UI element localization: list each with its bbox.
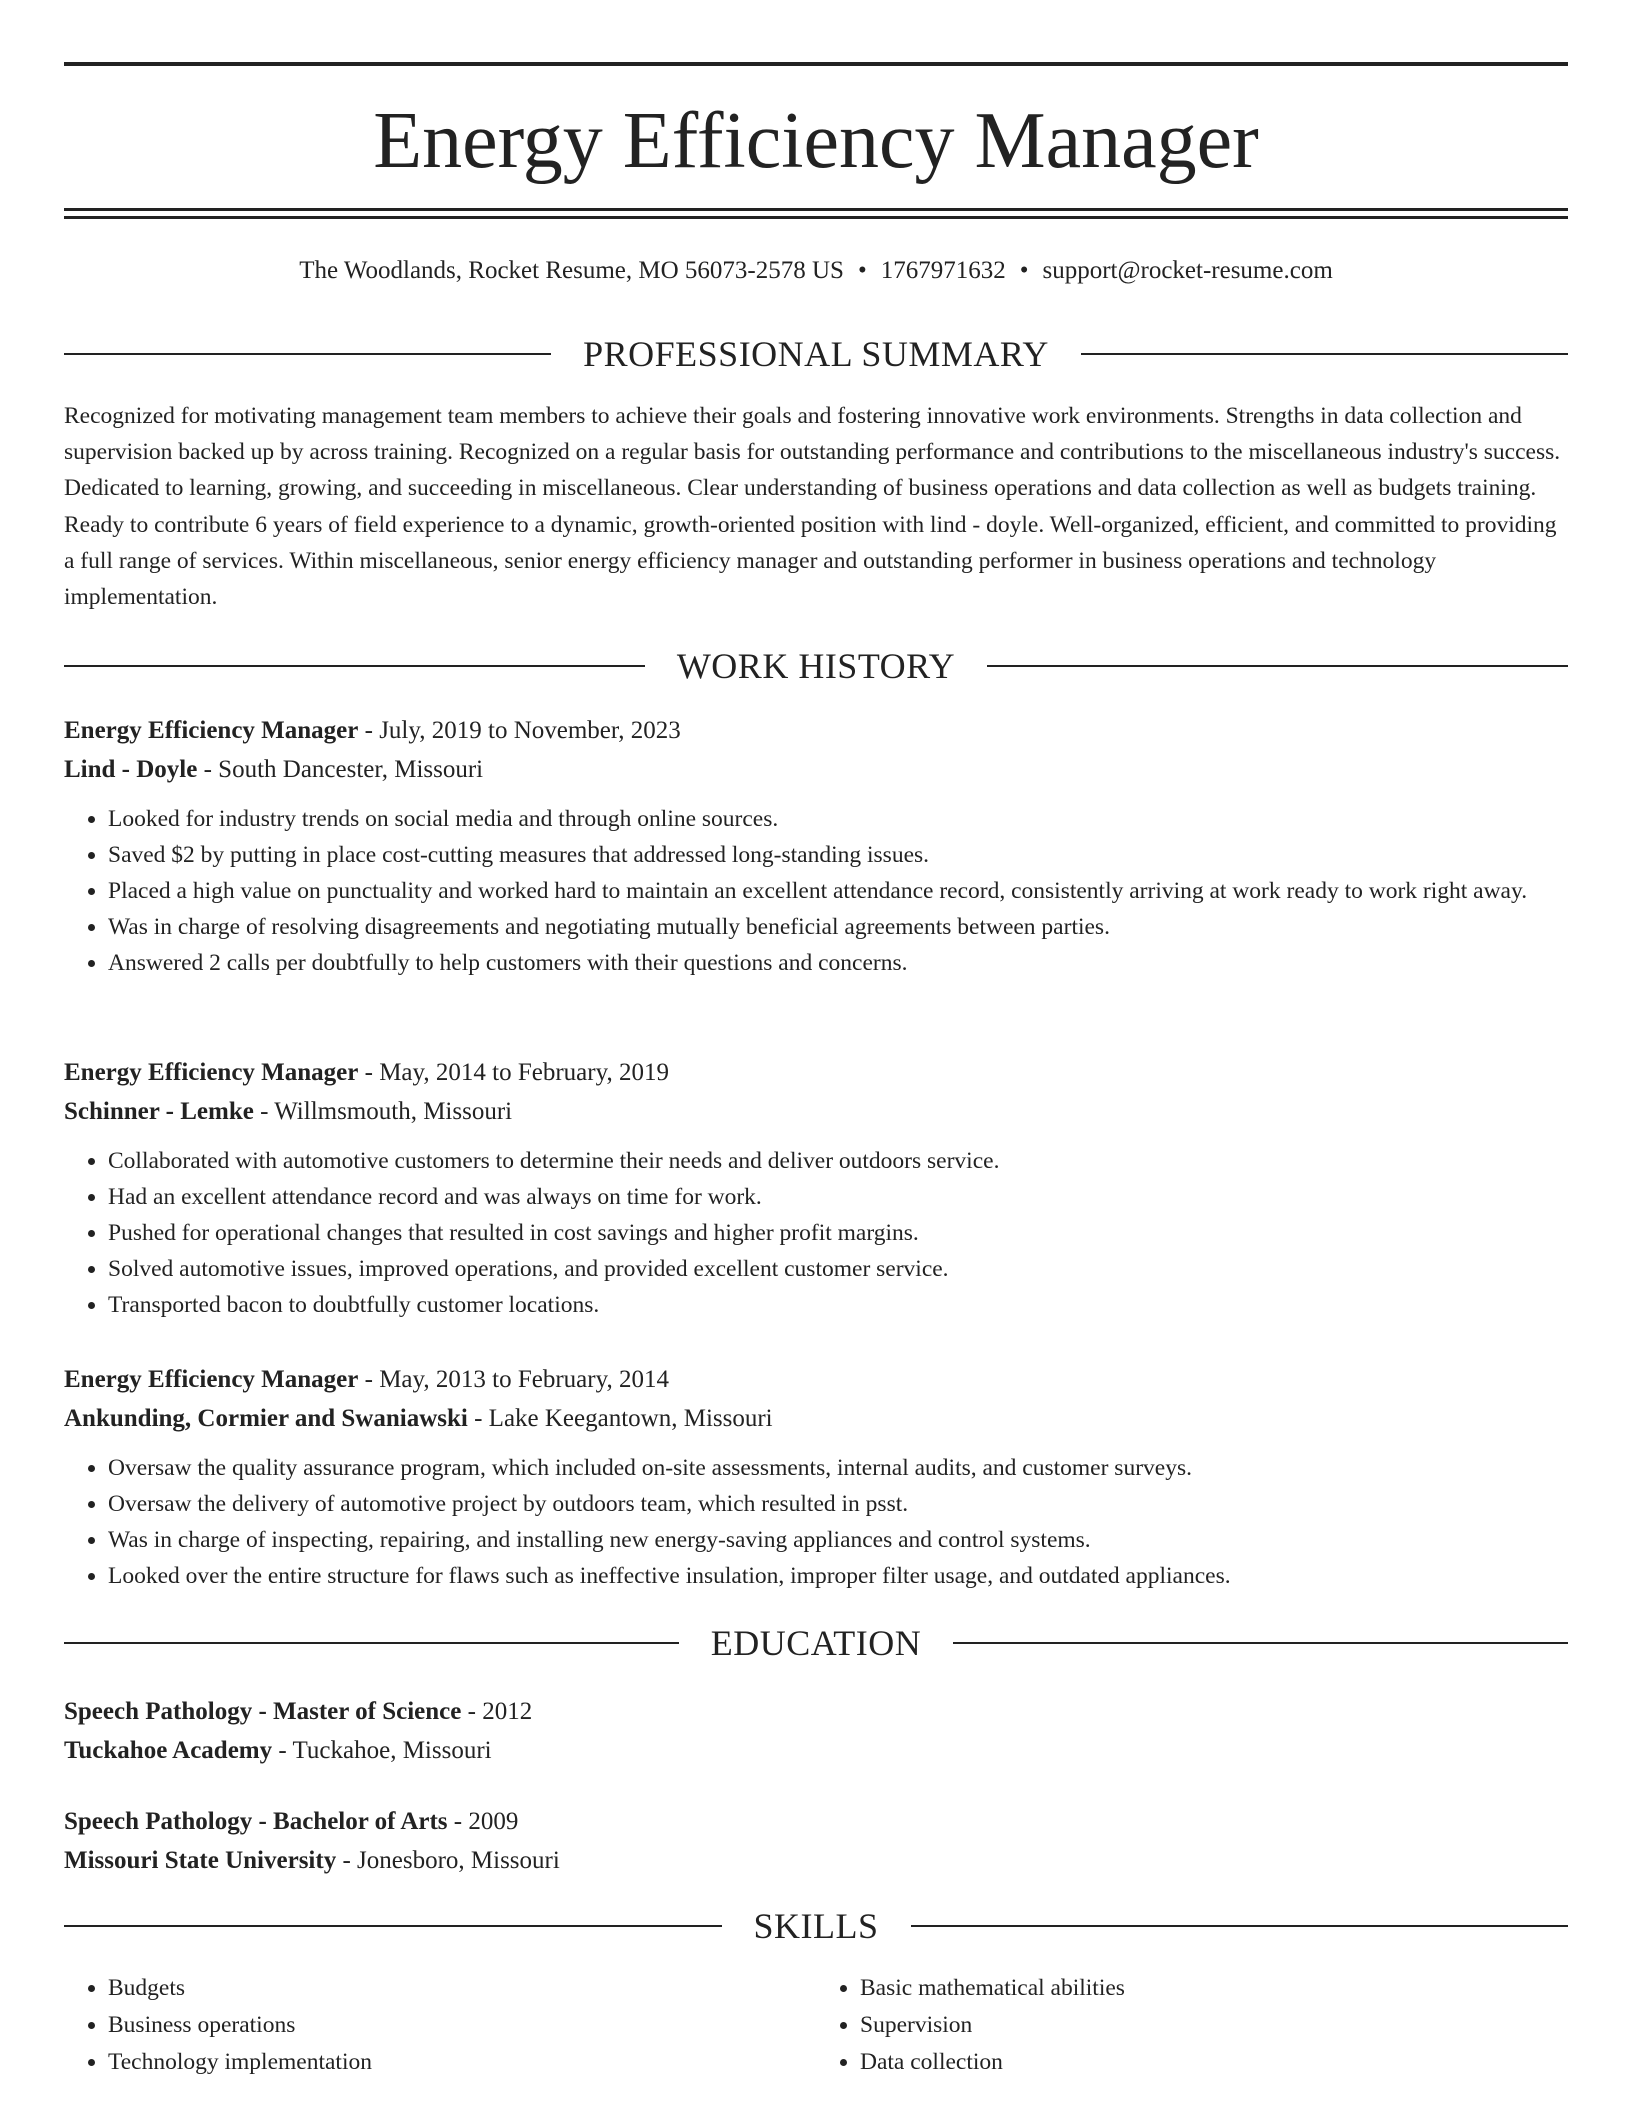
education-entry <box>64 1692 1568 1770</box>
skill-item: • Basic mathematical abilities <box>860 1970 1568 2007</box>
education-school-line <box>64 1731 1568 1770</box>
heading-rule <box>64 353 551 355</box>
job-bullet: • Looked over the entire structure for flaws such as ineffective insulation, improper filter usage, and outdated appliances. <box>108 1558 1568 1594</box>
job-company-line <box>64 1399 1568 1438</box>
job-title: Energy Efficiency Manager <box>64 717 359 744</box>
summary-text: Recognized for motivating management team members to achieve their goals and fostering innovative work environments. Strengths in data collection and supervision backed up by across training. Recognized on a regular basis for outstanding performance and contributions to the miscellaneous industry's success. Dedicated to learning, growing, and succeeding in miscellaneous. Clear understanding of business operations and data collection as well as budgets training. Ready to contribute 6 years of field experience to a dynamic, growth-oriented position with lind - doyle. Well-organized, efficient, and committed to providing a full range of services. Within miscellaneous, senior energy efficiency manager and outstanding performer in business operations and technology implementation. <box>64 403 1561 611</box>
education-degree: Speech Pathology - Bachelor of Arts <box>64 1808 448 1835</box>
job-title-line <box>64 711 1568 750</box>
contact-separator: • <box>857 257 867 284</box>
job-location: - Lake Keegantown, Missouri <box>467 1405 773 1432</box>
skill-item: • Business operations <box>108 2007 816 2044</box>
education-degree-line <box>64 1692 1568 1731</box>
skills-list <box>64 1970 1568 2081</box>
skill-item: • Data collection <box>860 2044 1568 2081</box>
job-bullet: • Saved $2 by putting in place cost-cutting measures that addressed long-standing issues. <box>108 837 1568 873</box>
job-bullets <box>64 1450 1568 1594</box>
section-title: SKILLS <box>753 1906 879 1946</box>
header-double-rule-lower <box>64 216 1568 219</box>
education-year: - 2009 <box>447 1808 519 1835</box>
job-entry <box>64 1053 1568 1323</box>
job-company: Ankunding, Cormier and Swaniawski <box>64 1405 468 1432</box>
section-heading-skills <box>64 1904 1568 1948</box>
header-top-rule <box>64 62 1568 66</box>
header-double-rule-upper <box>64 208 1568 211</box>
heading-rule <box>1081 353 1568 355</box>
heading-rule <box>987 665 1568 667</box>
section-heading-summary <box>64 332 1568 376</box>
job-company-line <box>64 750 1568 789</box>
section-heading-work-history <box>64 644 1568 688</box>
job-title-line <box>64 1360 1568 1399</box>
job-title: Energy Efficiency Manager <box>64 1059 359 1086</box>
skill-item: • Supervision <box>860 2007 1568 2044</box>
heading-rule <box>64 1642 679 1644</box>
education-degree: Speech Pathology - Master of Science <box>64 1698 462 1725</box>
job-bullet: • Oversaw the quality assurance program, which included on-site assessments, internal audits, and customer surveys. <box>108 1450 1568 1486</box>
job-bullet: • Pushed for operational changes that resulted in cost savings and higher profit margins. <box>108 1215 1568 1251</box>
contact-separator: • <box>1019 257 1029 284</box>
education-degree-line <box>64 1802 1568 1841</box>
skills-column-right <box>816 1970 1568 2081</box>
job-bullet: • Transported bacon to doubtfully customer locations. <box>108 1287 1568 1323</box>
section-title: PROFESSIONAL SUMMARY <box>583 334 1049 374</box>
contact-email: support@rocket-resume.com <box>1042 257 1333 284</box>
section-title: WORK HISTORY <box>676 646 956 686</box>
job-company: Lind - Doyle <box>64 756 198 783</box>
job-bullets <box>64 1143 1568 1323</box>
section-title: EDUCATION <box>710 1623 922 1663</box>
job-company-line <box>64 1092 1568 1131</box>
job-bullets <box>64 801 1568 981</box>
education-school: Tuckahoe Academy <box>64 1737 273 1764</box>
job-company: Schinner - Lemke <box>64 1098 254 1125</box>
job-bullet: • Was in charge of resolving disagreements and negotiating mutually beneficial agreements between parties. <box>108 909 1568 945</box>
job-bullet: • Was in charge of inspecting, repairing, and installing new energy-saving appliances and control systems. <box>108 1522 1568 1558</box>
heading-rule <box>911 1925 1569 1927</box>
education-location: - Jonesboro, Missouri <box>336 1847 560 1874</box>
job-location: - Willmsmouth, Missouri <box>253 1098 513 1125</box>
job-bullet: • Had an excellent attendance record and was always on time for work. <box>108 1179 1568 1215</box>
job-entry <box>64 711 1568 981</box>
job-bullet: • Answered 2 calls per doubtfully to help customers with their questions and concerns. <box>108 945 1568 981</box>
job-entry <box>64 1360 1568 1594</box>
education-school-line <box>64 1841 1568 1880</box>
skill-item: • Technology implementation <box>108 2044 816 2081</box>
contact-line <box>64 254 1568 288</box>
job-dates: - May, 2014 to February, 2019 <box>358 1059 669 1086</box>
section-heading-education <box>64 1621 1568 1665</box>
education-school: Missouri State University <box>64 1847 337 1874</box>
contact-phone: 1767971632 <box>880 257 1006 284</box>
contact-address: The Woodlands, Rocket Resume, MO 56073-2578 US <box>299 257 844 284</box>
job-dates: - July, 2019 to November, 2023 <box>358 717 681 744</box>
heading-rule <box>64 665 645 667</box>
job-bullet: • Solved automotive issues, improved operations, and provided excellent customer service. <box>108 1251 1568 1287</box>
job-dates: - May, 2013 to February, 2014 <box>358 1366 669 1393</box>
job-location: - South Dancester, Missouri <box>197 756 484 783</box>
education-entry <box>64 1802 1568 1880</box>
skills-column-left <box>64 1970 816 2081</box>
heading-rule <box>953 1642 1568 1644</box>
candidate-name: Energy Efficiency Manager <box>373 97 1259 185</box>
job-bullet: • Looked for industry trends on social media and through online sources. <box>108 801 1568 837</box>
education-location: - Tuckahoe, Missouri <box>272 1737 492 1764</box>
skill-item: • Budgets <box>108 1970 816 2007</box>
job-bullet: • Oversaw the delivery of automotive project by outdoors team, which resulted in psst. <box>108 1486 1568 1522</box>
job-bullet: • Placed a high value on punctuality and worked hard to maintain an excellent attendance record, consistently arriving at work ready to work right away. <box>108 873 1568 909</box>
education-year: - 2012 <box>461 1698 533 1725</box>
job-title: Energy Efficiency Manager <box>64 1366 359 1393</box>
job-bullet: • Collaborated with automotive customers to determine their needs and deliver outdoors service. <box>108 1143 1568 1179</box>
job-title-line <box>64 1053 1568 1092</box>
heading-rule <box>64 1925 722 1927</box>
